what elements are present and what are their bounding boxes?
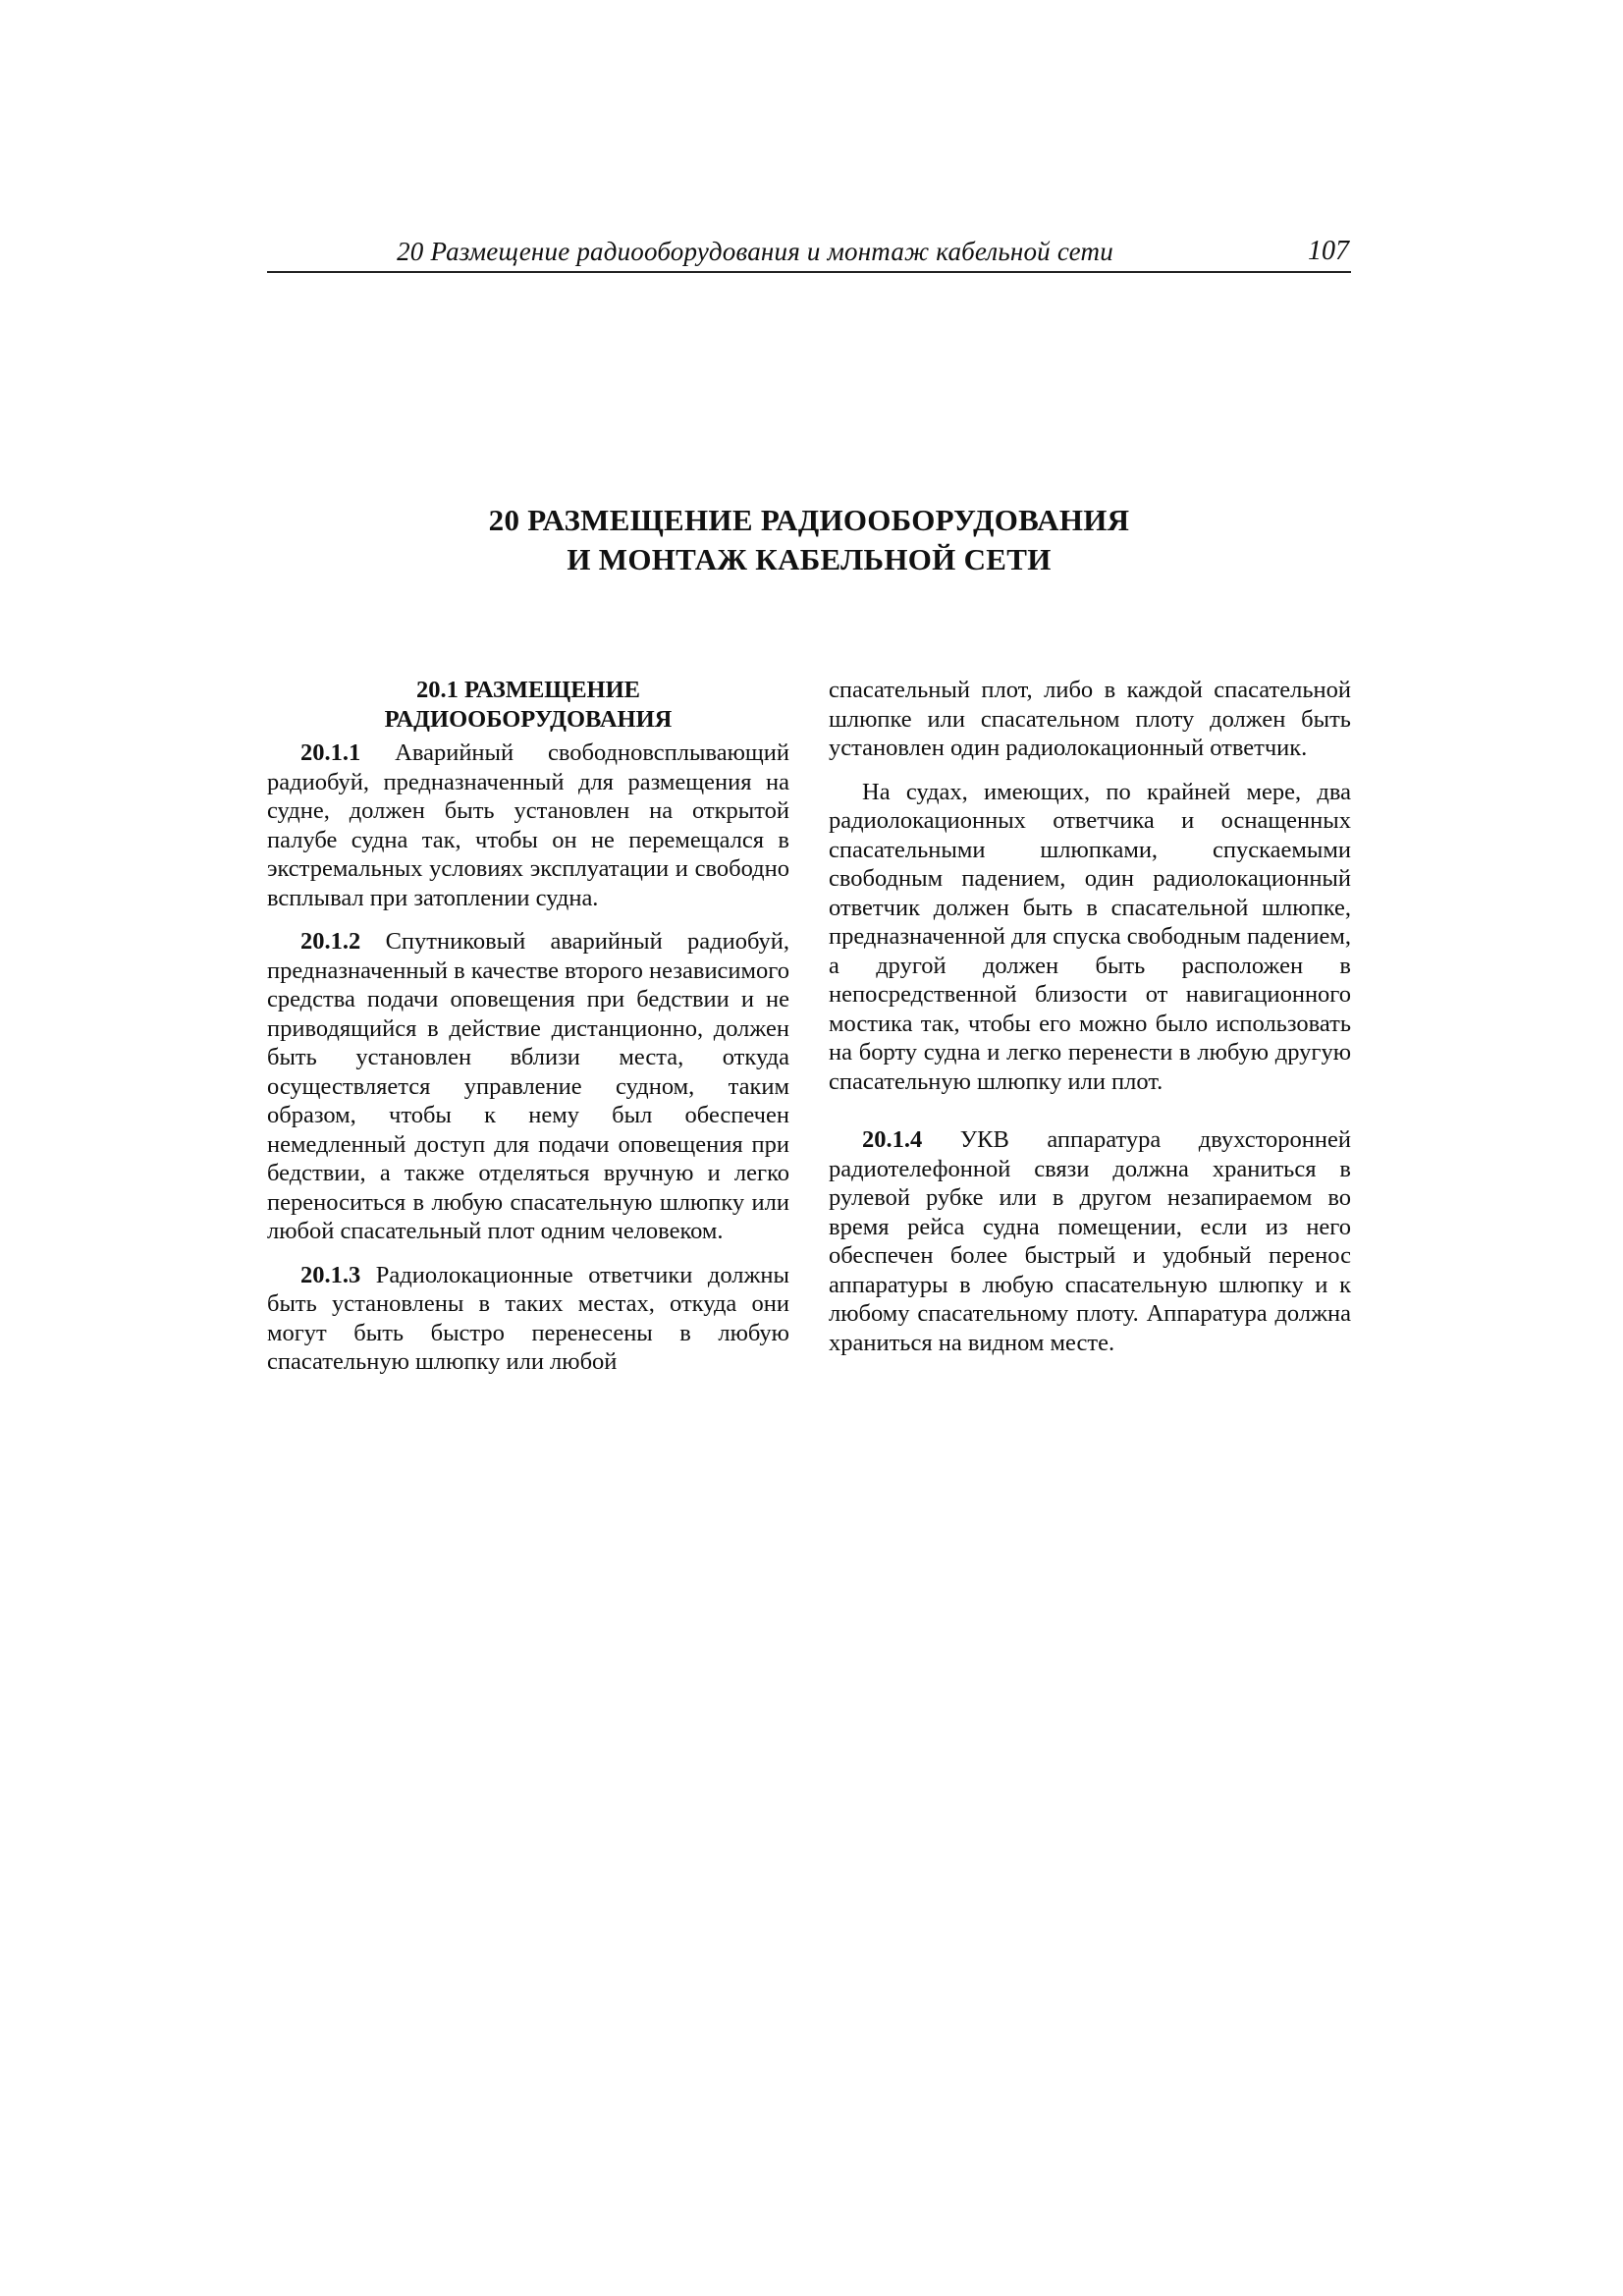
paragraph-20-1-4 — [829, 1125, 1351, 1357]
paragraph-text: спасательный плот, либо в каждой спасательной шлюпке или спасательном плоту должен быть установлен один радиолокационный ответчик. — [829, 677, 1351, 761]
paragraph-text: Аварийный свободновсплывающий радиобуй, предназначенный для размещения на судне, должен быть установлен на открытой палубе судна так, чтобы он не перемещался в экстремальных условиях эксплуатации и свободно всплывал при затоплении судна. — [267, 739, 789, 911]
chapter-title — [267, 501, 1351, 579]
paragraph-20-1-1 — [267, 738, 789, 912]
running-title: 20 Размещение радиооборудования и монтаж кабельной сети — [397, 237, 1113, 266]
paragraph-text: УКВ аппаратура двухсторонней радиотелефонной связи должна храниться в рулевой рубке или в другом незапираемом во время рейса судна помещении, если из него обеспечен более быстрый и удобный перенос аппаратуры в любую спасательную шлюпку и к любому спасательному плоту. Аппаратура должна храниться на видном месте. — [829, 1126, 1351, 1356]
running-header — [267, 232, 1351, 273]
paragraph-text: Радиолокационные ответчики должны быть установлены в таких местах, откуда они могут быть быстро перенесены в любую спасательную шлюпку или любой — [267, 1261, 789, 1375]
clause-number: 20.1.4 — [862, 1126, 923, 1153]
paragraph-free-fall-boats — [829, 778, 1351, 1097]
left-column — [267, 676, 789, 1392]
chapter-title-line-1: 20 РАЗМЕЩЕНИЕ РАДИООБОРУДОВАНИЯ — [488, 503, 1130, 537]
right-column — [829, 676, 1351, 1372]
clause-number: 20.1.2 — [300, 928, 361, 955]
section-heading-line-1: 20.1 РАЗМЕЩЕНИЕ — [415, 677, 640, 703]
paragraph-20-1-3-continued — [829, 676, 1351, 763]
clause-number: 20.1.1 — [300, 739, 361, 766]
chapter-title-line-2: И МОНТАЖ КАБЕЛЬНОЙ СЕТИ — [567, 542, 1052, 576]
section-heading-line-2: РАДИООБОРУДОВАНИЯ — [384, 706, 673, 733]
paragraph-text: Спутниковый аварийный радиобуй, предназначенный в качестве второго независимого средства подачи оповещения при бедствии и не приводящийся в действие дистанционно, должен быть установлен вблизи места, откуда осуществляется управление судном, таким образом, чтобы к нему был обеспечен немедленный доступ для подачи оповещения при бедствии, а также отделяться вручную и легко переноситься в любую спасательную шлюпку или любой спасательный плот одним человеком. — [267, 928, 789, 1244]
paragraph-20-1-2 — [267, 927, 789, 1246]
paragraph-text: На судах, имеющих, по крайней мере, два радиолокационных ответчика и оснащенных спасательными шлюпками, спускаемыми свободным падением, один радиолокационный ответчик должен быть в спасательной шлюпке, предназначенной для спуска свободным падением, а другой должен быть расположен в непосредственной близости от навигационного мостика так, чтобы его можно было использовать на борту судна и легко перенести в любую другую спасательную шлюпку или плот. — [829, 778, 1351, 1095]
section-heading — [267, 676, 789, 735]
page-number: 107 — [1308, 236, 1349, 266]
clause-number: 20.1.3 — [300, 1261, 361, 1288]
paragraph-20-1-3 — [267, 1261, 789, 1377]
